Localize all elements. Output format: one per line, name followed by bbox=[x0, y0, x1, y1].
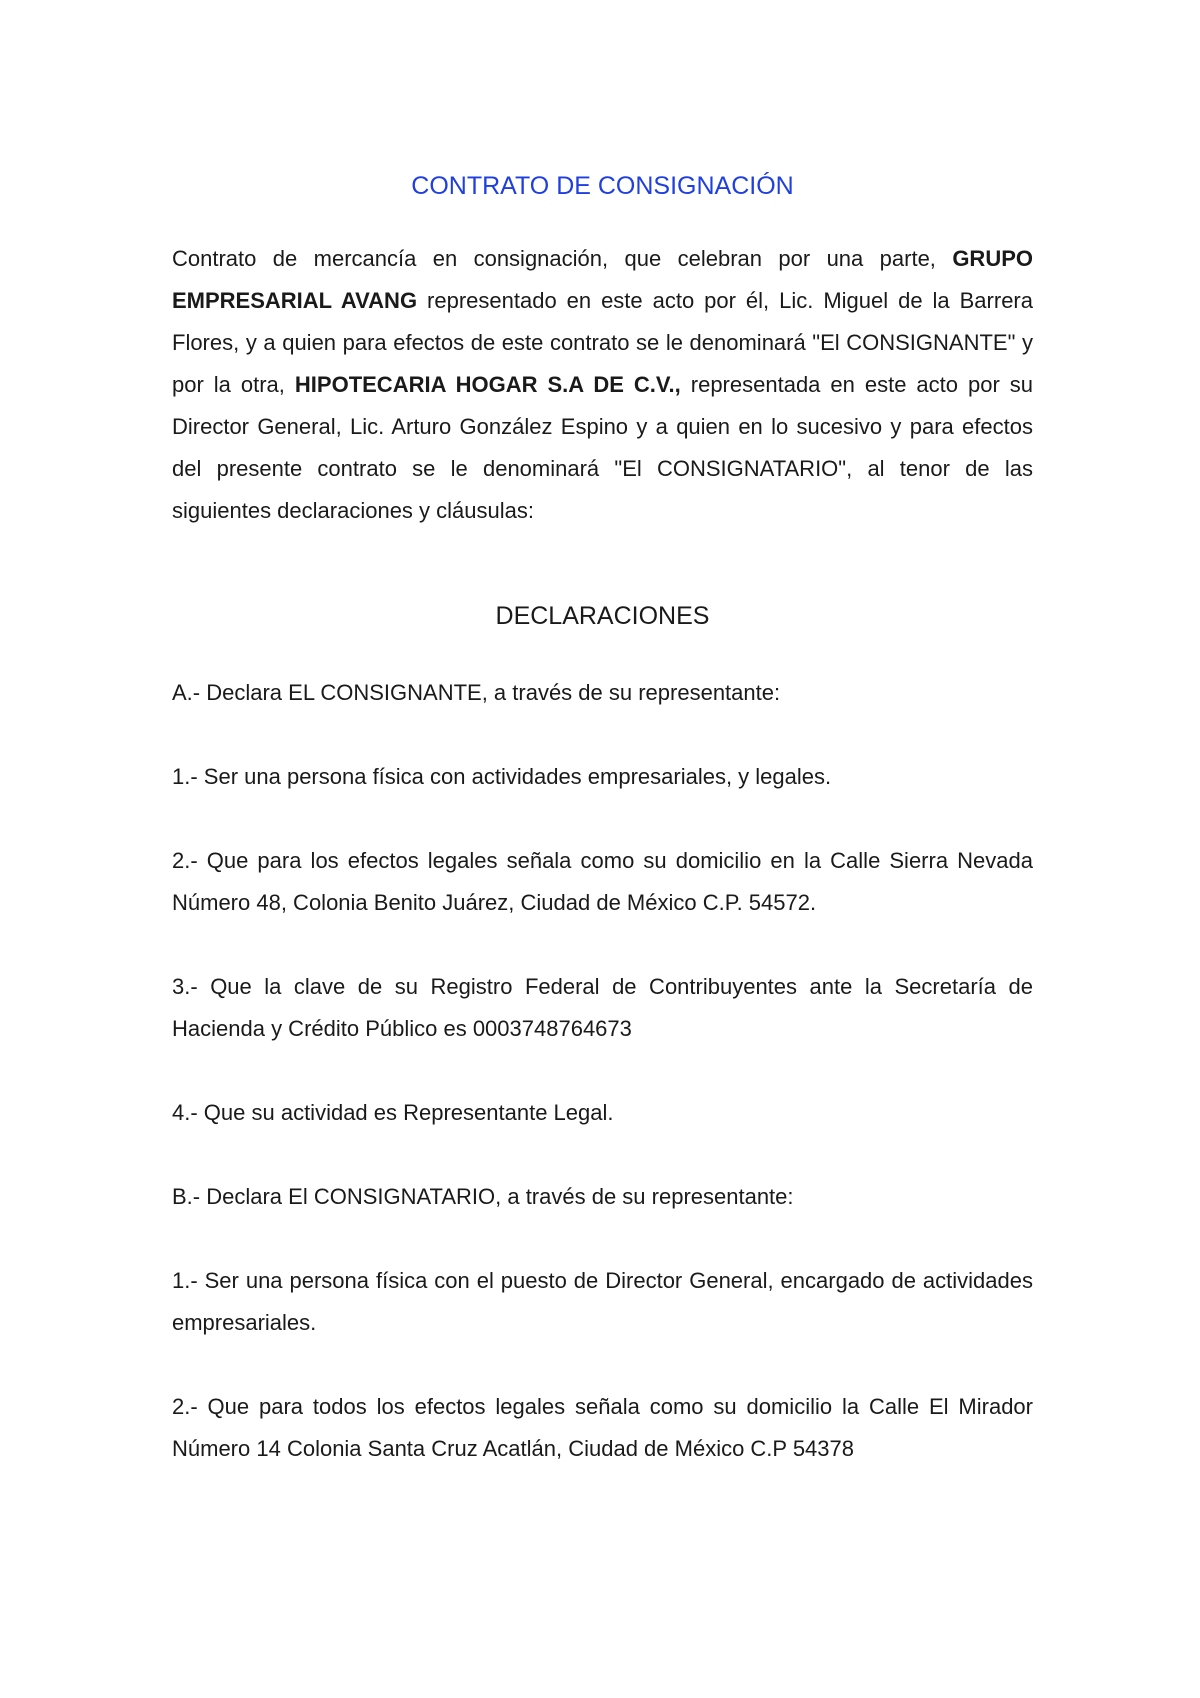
intro-paragraph bbox=[172, 238, 1033, 532]
document-title: CONTRATO DE CONSIGNACIÓN bbox=[411, 172, 794, 200]
declaration-a-item-1: 1.- Ser una persona física con actividades empresariales, y legales. bbox=[172, 764, 832, 789]
declaration-b-heading: B.- Declara El CONSIGNATARIO, a través de su representante: bbox=[172, 1184, 794, 1209]
declaraciones-heading: DECLARACIONES bbox=[495, 602, 710, 630]
declaration-a-item-3: 3.- Que la clave de su Registro Federal de Contribuyentes ante la Secretaría de Hacienda y Crédito Público es 0003748764673 bbox=[172, 974, 1033, 1041]
intro-text-1: Contrato de mercancía en consignación, que celebran por una parte, bbox=[172, 246, 953, 271]
intro-text-2: representado en este acto por él, Lic. Miguel de la Barrera Flores, y a quien para efectos de este contrato se le denominará "El CONSIGNANTE" y por la otra, bbox=[172, 288, 1033, 397]
declaration-b-item-1: 1.- Ser una persona física con el puesto de Director General, encargado de actividades empresariales. bbox=[172, 1268, 1033, 1335]
declaration-b-item-2: 2.- Que para todos los efectos legales señala como su domicilio la Calle El Mirador Número 14 Colonia Santa Cruz Acatlán, Ciudad de México C.P 54378 bbox=[172, 1394, 1033, 1461]
party-consignante-name: GRUPO EMPRESARIAL AVANG bbox=[172, 246, 1033, 313]
declaration-a-item-2: 2.- Que para los efectos legales señala como su domicilio en la Calle Sierra Nevada Número 48, Colonia Benito Juárez, Ciudad de México C.P. 54572. bbox=[172, 848, 1033, 915]
document-content bbox=[172, 160, 1033, 1470]
declaration-a-heading: A.- Declara EL CONSIGNANTE, a través de su representante: bbox=[172, 680, 781, 705]
party-consignatario-name: HIPOTECARIA HOGAR S.A DE C.V., bbox=[294, 372, 681, 397]
declaration-a-item-4: 4.- Que su actividad es Representante Legal. bbox=[172, 1100, 614, 1125]
intro-text-3: representada en este acto por su Director General, Lic. Arturo González Espino y a quien en lo sucesivo y para efectos del presente contrato se le denominará "El CONSIGNATARIO", al tenor de las siguientes declaraciones y cláusulas: bbox=[172, 372, 1033, 523]
